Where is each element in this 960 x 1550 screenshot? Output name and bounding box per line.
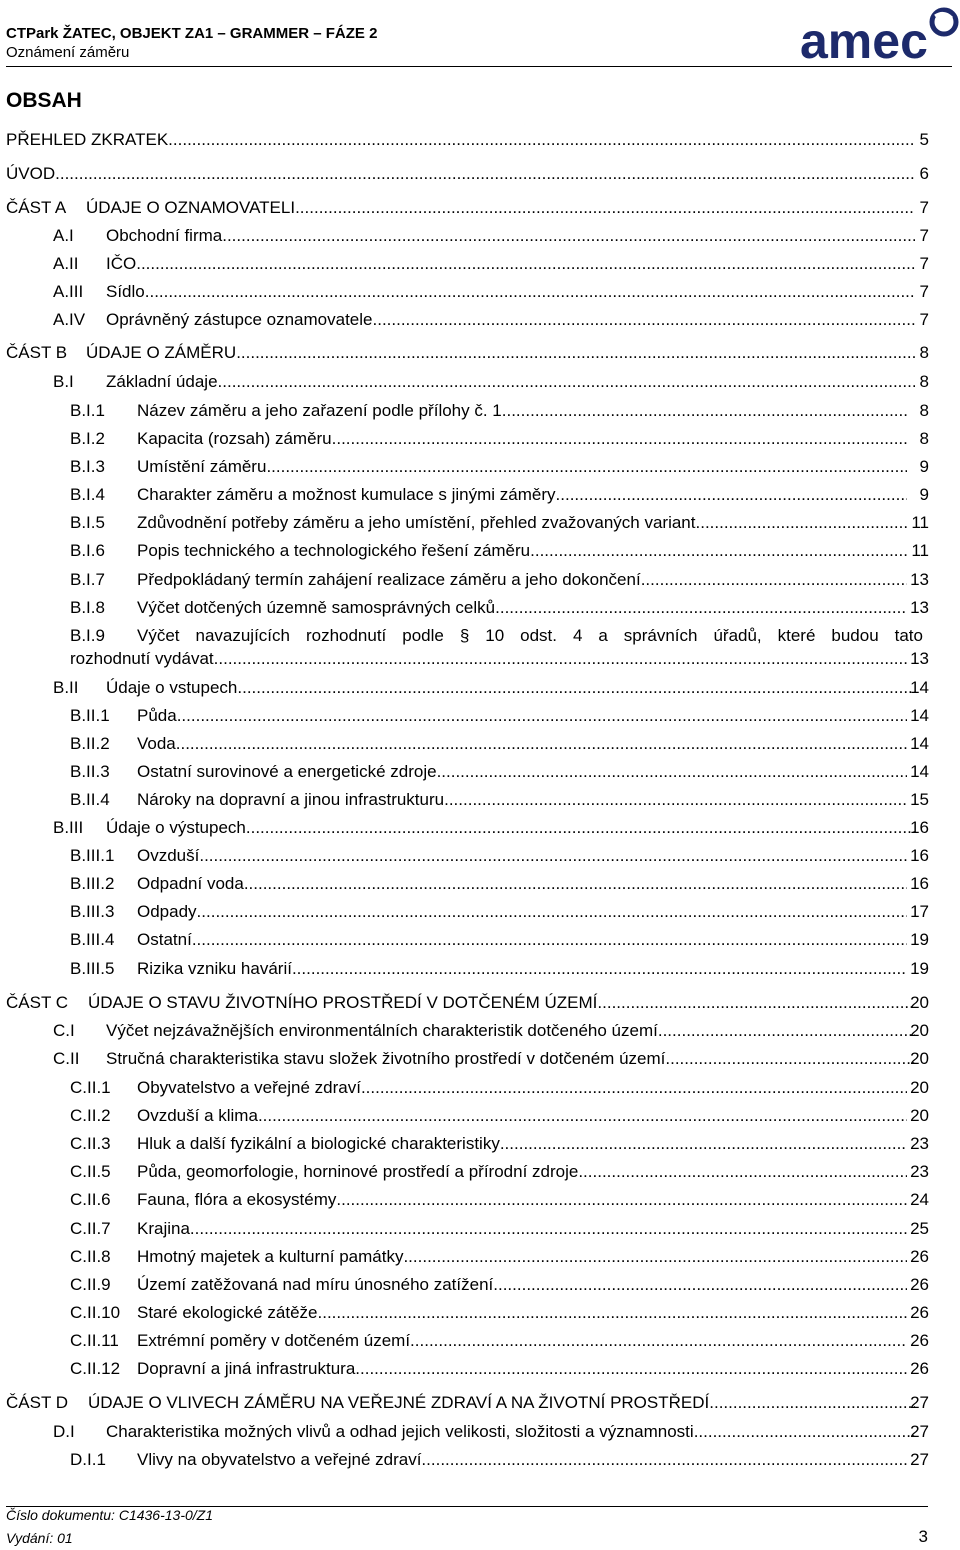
- toc-entry-number: B.I.7: [70, 570, 105, 589]
- toc-entry-title: Charakter záměru a možnost kumulace s jinými záměry: [137, 485, 556, 504]
- toc-entry[interactable]: [0, 1159, 929, 1185]
- toc-entry[interactable]: [0, 161, 929, 187]
- toc-entry-page: 11: [911, 541, 929, 560]
- toc-entry[interactable]: [0, 1356, 929, 1382]
- toc-entry-number: C.II.2: [70, 1106, 111, 1125]
- toc-leader: [355, 1356, 907, 1382]
- toc-entry-title-continued: rozhodnutí vydávat: [70, 649, 214, 668]
- toc-entry[interactable]: [0, 1244, 929, 1270]
- toc-entry-title: Obchodní firma: [106, 226, 223, 245]
- toc-entry-title: Obyvatelstvo a veřejné zdraví: [137, 1078, 361, 1097]
- logo-wordmark: amec: [800, 13, 928, 69]
- toc-entry-page: 14: [910, 734, 929, 753]
- toc-entry-page: 14: [910, 678, 929, 697]
- toc-entry-number: B.I.4: [70, 485, 105, 504]
- toc-entry-number: C.II.1: [70, 1078, 111, 1097]
- toc-entry-page: 27: [910, 1393, 929, 1412]
- toc-entry-page: 8: [919, 429, 929, 448]
- toc-leader: [437, 759, 907, 785]
- toc-entry-number: A.IV: [53, 310, 86, 329]
- toc-leader: [696, 510, 908, 536]
- toc-entry-number: B.I.3: [70, 457, 105, 476]
- toc-leader: [578, 1159, 907, 1185]
- toc-entry-page: 24: [910, 1190, 929, 1209]
- toc-entry-title: Zdůvodnění potřeby záměru a jeho umístění, přehled zvažovaných variant: [137, 513, 696, 532]
- toc-entry-number: C.II.7: [70, 1219, 111, 1238]
- toc-entry-page: 16: [910, 846, 929, 865]
- toc-entry-page: 8: [919, 401, 929, 420]
- toc-entry-number: B.I: [53, 372, 74, 391]
- toc-entry-number: B.I.9: [70, 626, 105, 645]
- toc-entry-page: 23: [910, 1162, 929, 1181]
- toc-leader: [597, 990, 915, 1016]
- toc-entry-title: ÚVOD: [6, 164, 56, 183]
- toc-leader: [556, 482, 907, 508]
- toc-entry-number: B.III.5: [70, 959, 115, 978]
- toc-entry[interactable]: [0, 482, 929, 508]
- toc-entry-number: B.III.2: [70, 874, 115, 893]
- toc-entry-title: ÚDAJE O ZÁMĚRU: [86, 343, 237, 362]
- toc-entry[interactable]: [0, 1075, 929, 1101]
- toc-entry-page: 17: [910, 902, 929, 921]
- toc-entry[interactable]: [0, 675, 929, 701]
- toc-entry-number: C.II.12: [70, 1359, 121, 1378]
- toc-entry-title: Ovzduší: [137, 846, 200, 865]
- toc-entry-title: Oprávněný zástupce oznamovatele: [106, 310, 373, 329]
- toc-entry-number: C.I: [53, 1021, 75, 1040]
- toc-entry[interactable]: [0, 595, 929, 621]
- toc-entry-number: B.II.4: [70, 790, 110, 809]
- toc-leader: [373, 307, 916, 333]
- toc-leader: [295, 195, 915, 221]
- toc-entry-number: B.III: [53, 818, 84, 837]
- toc-entry-number: C.II.9: [70, 1275, 111, 1294]
- toc-entry-title: Rizika vzniku havárií: [137, 959, 292, 978]
- toc-entry-title: Odpadní voda: [137, 874, 244, 893]
- toc-entry[interactable]: [0, 195, 929, 221]
- toc-entry-page: 9: [919, 457, 929, 476]
- toc-entry-title: Krajina: [137, 1219, 190, 1238]
- toc-entry-page: 20: [910, 1049, 929, 1068]
- toc-entry-page: 20: [910, 1078, 929, 1097]
- toc-entry-number: B.I.6: [70, 541, 105, 560]
- toc-leader: [218, 369, 915, 395]
- toc-entry-page: 13: [910, 649, 929, 668]
- toc-entry-page: 7: [919, 310, 929, 329]
- toc-entry[interactable]: [0, 871, 929, 897]
- toc-entry-number: B.III.3: [70, 902, 115, 921]
- toc-entry[interactable]: [0, 1018, 929, 1044]
- toc-entry[interactable]: [0, 815, 929, 841]
- toc-entry-title: Základní údaje: [106, 372, 218, 391]
- toc-entry-title: Extrémní poměry v dotčeném území: [137, 1331, 411, 1350]
- toc-entry-page: 6: [919, 164, 929, 183]
- page-number: 3: [918, 1527, 928, 1546]
- toc-entry-number: C.II.5: [70, 1162, 111, 1181]
- toc-entry-title: Stručná charakteristika stavu složek životního prostředí v dotčeném území: [106, 1049, 666, 1068]
- toc-leader: [500, 1131, 907, 1157]
- toc-entry-page: 13: [910, 570, 929, 589]
- toc-entry-page: 13: [910, 598, 929, 617]
- toc-entry-title: Staré ekologické zátěže: [137, 1303, 318, 1322]
- toc-entry[interactable]: [0, 990, 929, 1016]
- toc-leader: [168, 127, 915, 153]
- toc-entry[interactable]: [0, 1103, 929, 1129]
- toc-entry[interactable]: [0, 223, 929, 249]
- toc-entry-number: B.II.3: [70, 762, 110, 781]
- toc-entry-title: Popis technického a technologického řešení záměru: [137, 541, 531, 560]
- toc-leader: [658, 1018, 915, 1044]
- toc-entry-number: C.II.8: [70, 1247, 111, 1266]
- toc-entry[interactable]: [0, 538, 929, 564]
- toc-entry-title: Odpady: [137, 902, 197, 921]
- toc-entry[interactable]: [0, 1131, 929, 1157]
- toc-entry[interactable]: [0, 956, 929, 982]
- toc-entry-page: 26: [910, 1247, 929, 1266]
- toc-leader: [145, 279, 915, 305]
- toc-entry[interactable]: [0, 1390, 929, 1416]
- toc-entry[interactable]: [0, 1447, 929, 1473]
- toc-entry-title: Výčet navazujících rozhodnutí podle § 10 odst. 4 a správních úřadů, které budou tato: [137, 626, 923, 645]
- toc-leader: [214, 647, 907, 670]
- toc-entry-title: Půda: [137, 706, 177, 725]
- toc-entry-title: Předpokládaný termín zahájení realizace záměru a jeho dokončení: [137, 570, 641, 589]
- toc-entry[interactable]: [0, 787, 929, 813]
- toc-entry-number: B.II.2: [70, 734, 110, 753]
- toc-entry[interactable]: [0, 279, 929, 305]
- toc-entry-title: Ovzduší a klima: [137, 1106, 258, 1125]
- toc-entry[interactable]: [0, 307, 929, 333]
- toc-entry-number: A.III: [53, 282, 84, 301]
- toc-entry-title: Údaje o vstupech: [106, 678, 238, 697]
- toc-entry-page: 19: [910, 959, 929, 978]
- toc-entry[interactable]: [0, 927, 929, 953]
- toc-entry-title: Fauna, flóra a ekosystémy: [137, 1190, 337, 1209]
- toc-entry-number: D.I: [53, 1422, 75, 1441]
- toc-entry-page: 19: [910, 930, 929, 949]
- toc-entry[interactable]: [0, 1216, 929, 1242]
- toc-entry-page: 9: [919, 485, 929, 504]
- toc-entry-number: B.I.1: [70, 401, 105, 420]
- toc-leader: [421, 1447, 907, 1473]
- toc-entry[interactable]: [0, 1300, 929, 1326]
- toc-leader: [258, 1103, 907, 1129]
- toc-entry-title: Hmotný majetek a kulturní památky: [137, 1247, 404, 1266]
- toc-entry-number: B.I.8: [70, 598, 105, 617]
- toc-leader: [136, 251, 915, 277]
- toc-entry-page: 14: [910, 706, 929, 725]
- toc-leader: [694, 1419, 915, 1445]
- toc-entry[interactable]: [0, 624, 929, 672]
- toc-entry-page: 7: [919, 254, 929, 273]
- toc-entry-title: Území zatěžovaná nad míru únosného zatížení: [137, 1275, 494, 1294]
- toc-entry-page: 26: [910, 1359, 929, 1378]
- toc-heading: OBSAH: [6, 89, 82, 112]
- toc-entry[interactable]: [0, 251, 929, 277]
- toc-entry[interactable]: [0, 759, 929, 785]
- amec-logo: [798, 2, 960, 70]
- document-subtitle: Oznámení záměru: [6, 44, 130, 61]
- toc-entry[interactable]: [0, 510, 929, 536]
- toc-entry-title: Ostatní: [137, 930, 192, 949]
- toc-entry[interactable]: [0, 340, 929, 366]
- toc-entry-number: A.II: [53, 254, 79, 273]
- toc-leader: [336, 1187, 907, 1213]
- toc-entry-page: 5: [919, 130, 929, 149]
- toc-entry-number: ČÁST B: [6, 343, 68, 362]
- toc-entry-page: 27: [910, 1450, 929, 1469]
- toc-leader: [197, 899, 907, 925]
- toc-entry-page: 15: [910, 790, 929, 809]
- toc-entry-page: 27: [910, 1422, 929, 1441]
- toc-leader: [266, 454, 907, 480]
- toc-entry-number: A.I: [53, 226, 74, 245]
- toc-entry[interactable]: [0, 369, 929, 395]
- toc-entry[interactable]: [0, 426, 929, 452]
- toc-leader: [55, 161, 915, 187]
- toc-entry[interactable]: [0, 899, 929, 925]
- toc-entry-page: 26: [910, 1275, 929, 1294]
- toc-entry-title: Kapacita (rozsah) záměru: [137, 429, 332, 448]
- toc-entry-number: C.II.10: [70, 1303, 121, 1322]
- toc-leader: [495, 595, 907, 621]
- toc-entry-title: Hluk a další fyzikální a biologické charakteristiky: [137, 1134, 500, 1153]
- toc-entry[interactable]: [0, 567, 929, 593]
- toc-entry-number: C.II.3: [70, 1134, 111, 1153]
- toc-leader: [236, 340, 915, 366]
- toc-entry[interactable]: [0, 454, 929, 480]
- toc-leader: [190, 1216, 907, 1242]
- toc-leader: [361, 1075, 907, 1101]
- toc-entry-title: Půda, geomorfologie, horninové prostředí a přírodní zdroje: [137, 1162, 579, 1181]
- toc-entry-page: 16: [910, 818, 929, 837]
- toc-entry-number: B.II.1: [70, 706, 110, 725]
- toc-entry-title: Ostatní surovinové a energetické zdroje: [137, 762, 437, 781]
- toc-leader: [444, 787, 907, 813]
- toc-leader: [665, 1046, 915, 1072]
- toc-entry[interactable]: [0, 1272, 929, 1298]
- toc-entry-title: ÚDAJE O STAVU ŽIVOTNÍHO PROSTŘEDÍ V DOTČENÉM ÚZEMÍ: [88, 993, 598, 1012]
- toc-leader: [530, 538, 907, 564]
- toc-entry-title: Charakteristika možných vlivů a odhad jejich velikosti, složitosti a významnosti: [106, 1422, 694, 1441]
- toc-leader: [410, 1328, 907, 1354]
- document-number: Číslo dokumentu: C1436-13-0/Z1: [6, 1507, 213, 1523]
- toc-entry-title: IČO: [106, 254, 137, 273]
- edition: Vydání: 01: [6, 1530, 73, 1546]
- toc-leader: [502, 398, 907, 424]
- document-title: CTPark ŽATEC, OBJEKT ZA1 – GRAMMER – FÁZE 2: [6, 25, 378, 42]
- toc-entry-page: 26: [910, 1303, 929, 1322]
- toc-leader: [493, 1272, 907, 1298]
- toc-entry-number: C.II.11: [70, 1331, 119, 1350]
- toc-entry-title: Voda: [137, 734, 176, 753]
- toc-entry-page: 20: [910, 993, 929, 1012]
- toc-entry-title: Dopravní a jiná infrastruktura: [137, 1359, 356, 1378]
- toc-entry-title: Výčet dotčených územně samosprávných celků: [137, 598, 496, 617]
- toc-entry-number: B.III.4: [70, 930, 115, 949]
- toc-entry[interactable]: [0, 1187, 929, 1213]
- toc-leader: [244, 871, 907, 897]
- toc-entry-number: B.I.2: [70, 429, 105, 448]
- toc-entry-title: Název záměru a jeho zařazení podle přílohy č. 1: [137, 401, 502, 420]
- toc-entry-title: ÚDAJE O VLIVECH ZÁMĚRU NA VEŘEJNÉ ZDRAVÍ A NA ŽIVOTNÍ PROSTŘEDÍ: [88, 1393, 710, 1412]
- toc-leader: [709, 1390, 915, 1416]
- toc-entry-number: ČÁST D: [6, 1393, 69, 1412]
- toc-entry-title: Umístění záměru: [137, 457, 267, 476]
- toc-leader: [237, 675, 915, 701]
- toc-entry-page: 7: [919, 282, 929, 301]
- toc-entry-page: 23: [910, 1134, 929, 1153]
- toc-leader: [192, 927, 907, 953]
- toc-entry[interactable]: [0, 703, 929, 729]
- toc-entry-number: C.II.6: [70, 1190, 111, 1209]
- toc-leader: [641, 567, 907, 593]
- toc-leader: [199, 843, 907, 869]
- toc-entry-title: Údaje o výstupech: [106, 818, 246, 837]
- toc-leader: [176, 731, 907, 757]
- toc-entry[interactable]: [0, 127, 929, 153]
- toc-entry[interactable]: [0, 1046, 929, 1072]
- toc-entry-number: D.I.1: [70, 1450, 106, 1469]
- toc-entry-title: Vlivy na obyvatelstvo a veřejné zdraví: [137, 1450, 422, 1469]
- toc-entry[interactable]: [0, 731, 929, 757]
- toc-entry-title: PŘEHLED ZKRATEK: [6, 130, 169, 149]
- toc-entry-title: ÚDAJE O OZNAMOVATELI: [86, 198, 296, 217]
- toc-leader: [332, 426, 907, 452]
- toc-entry-page: 25: [910, 1219, 929, 1238]
- toc-leader: [222, 223, 915, 249]
- toc-leader: [318, 1300, 908, 1326]
- toc-entry-page: 8: [919, 343, 929, 362]
- toc-entry-number: ČÁST A: [6, 198, 67, 217]
- toc-leader: [403, 1244, 907, 1270]
- toc-entry-page: 7: [919, 198, 929, 217]
- toc-entry[interactable]: [0, 398, 929, 424]
- toc-entry-number: ČÁST C: [6, 993, 69, 1012]
- toc-entry-page: 11: [911, 513, 929, 532]
- toc-entry[interactable]: [0, 843, 929, 869]
- toc-entry-page: 16: [910, 874, 929, 893]
- toc-entry-number: B.I.5: [70, 513, 105, 532]
- toc-leader: [177, 703, 907, 729]
- toc-entry-page: 14: [910, 762, 929, 781]
- toc-entry-title: Sídlo: [106, 282, 145, 301]
- toc-entry-number: B.III.1: [70, 846, 115, 865]
- toc-entry[interactable]: [0, 1328, 929, 1354]
- toc-entry-number: C.II: [53, 1049, 80, 1068]
- toc-leader: [246, 815, 915, 841]
- toc-entry[interactable]: [0, 1419, 929, 1445]
- toc-entry-title: Výčet nejzávažnějších environmentálních charakteristik dotčeného území: [106, 1021, 658, 1040]
- toc-entry-page: 20: [910, 1106, 929, 1125]
- toc-leader: [292, 956, 907, 982]
- header-divider: [6, 66, 952, 67]
- toc-entry-page: 7: [919, 226, 929, 245]
- toc-entry-title: Nároky na dopravní a jinou infrastrukturu: [137, 790, 445, 809]
- toc-entry-page: 8: [919, 372, 929, 391]
- toc-entry-page: 20: [910, 1021, 929, 1040]
- toc-entry-number: B.II: [53, 678, 79, 697]
- toc-entry-page: 26: [910, 1331, 929, 1350]
